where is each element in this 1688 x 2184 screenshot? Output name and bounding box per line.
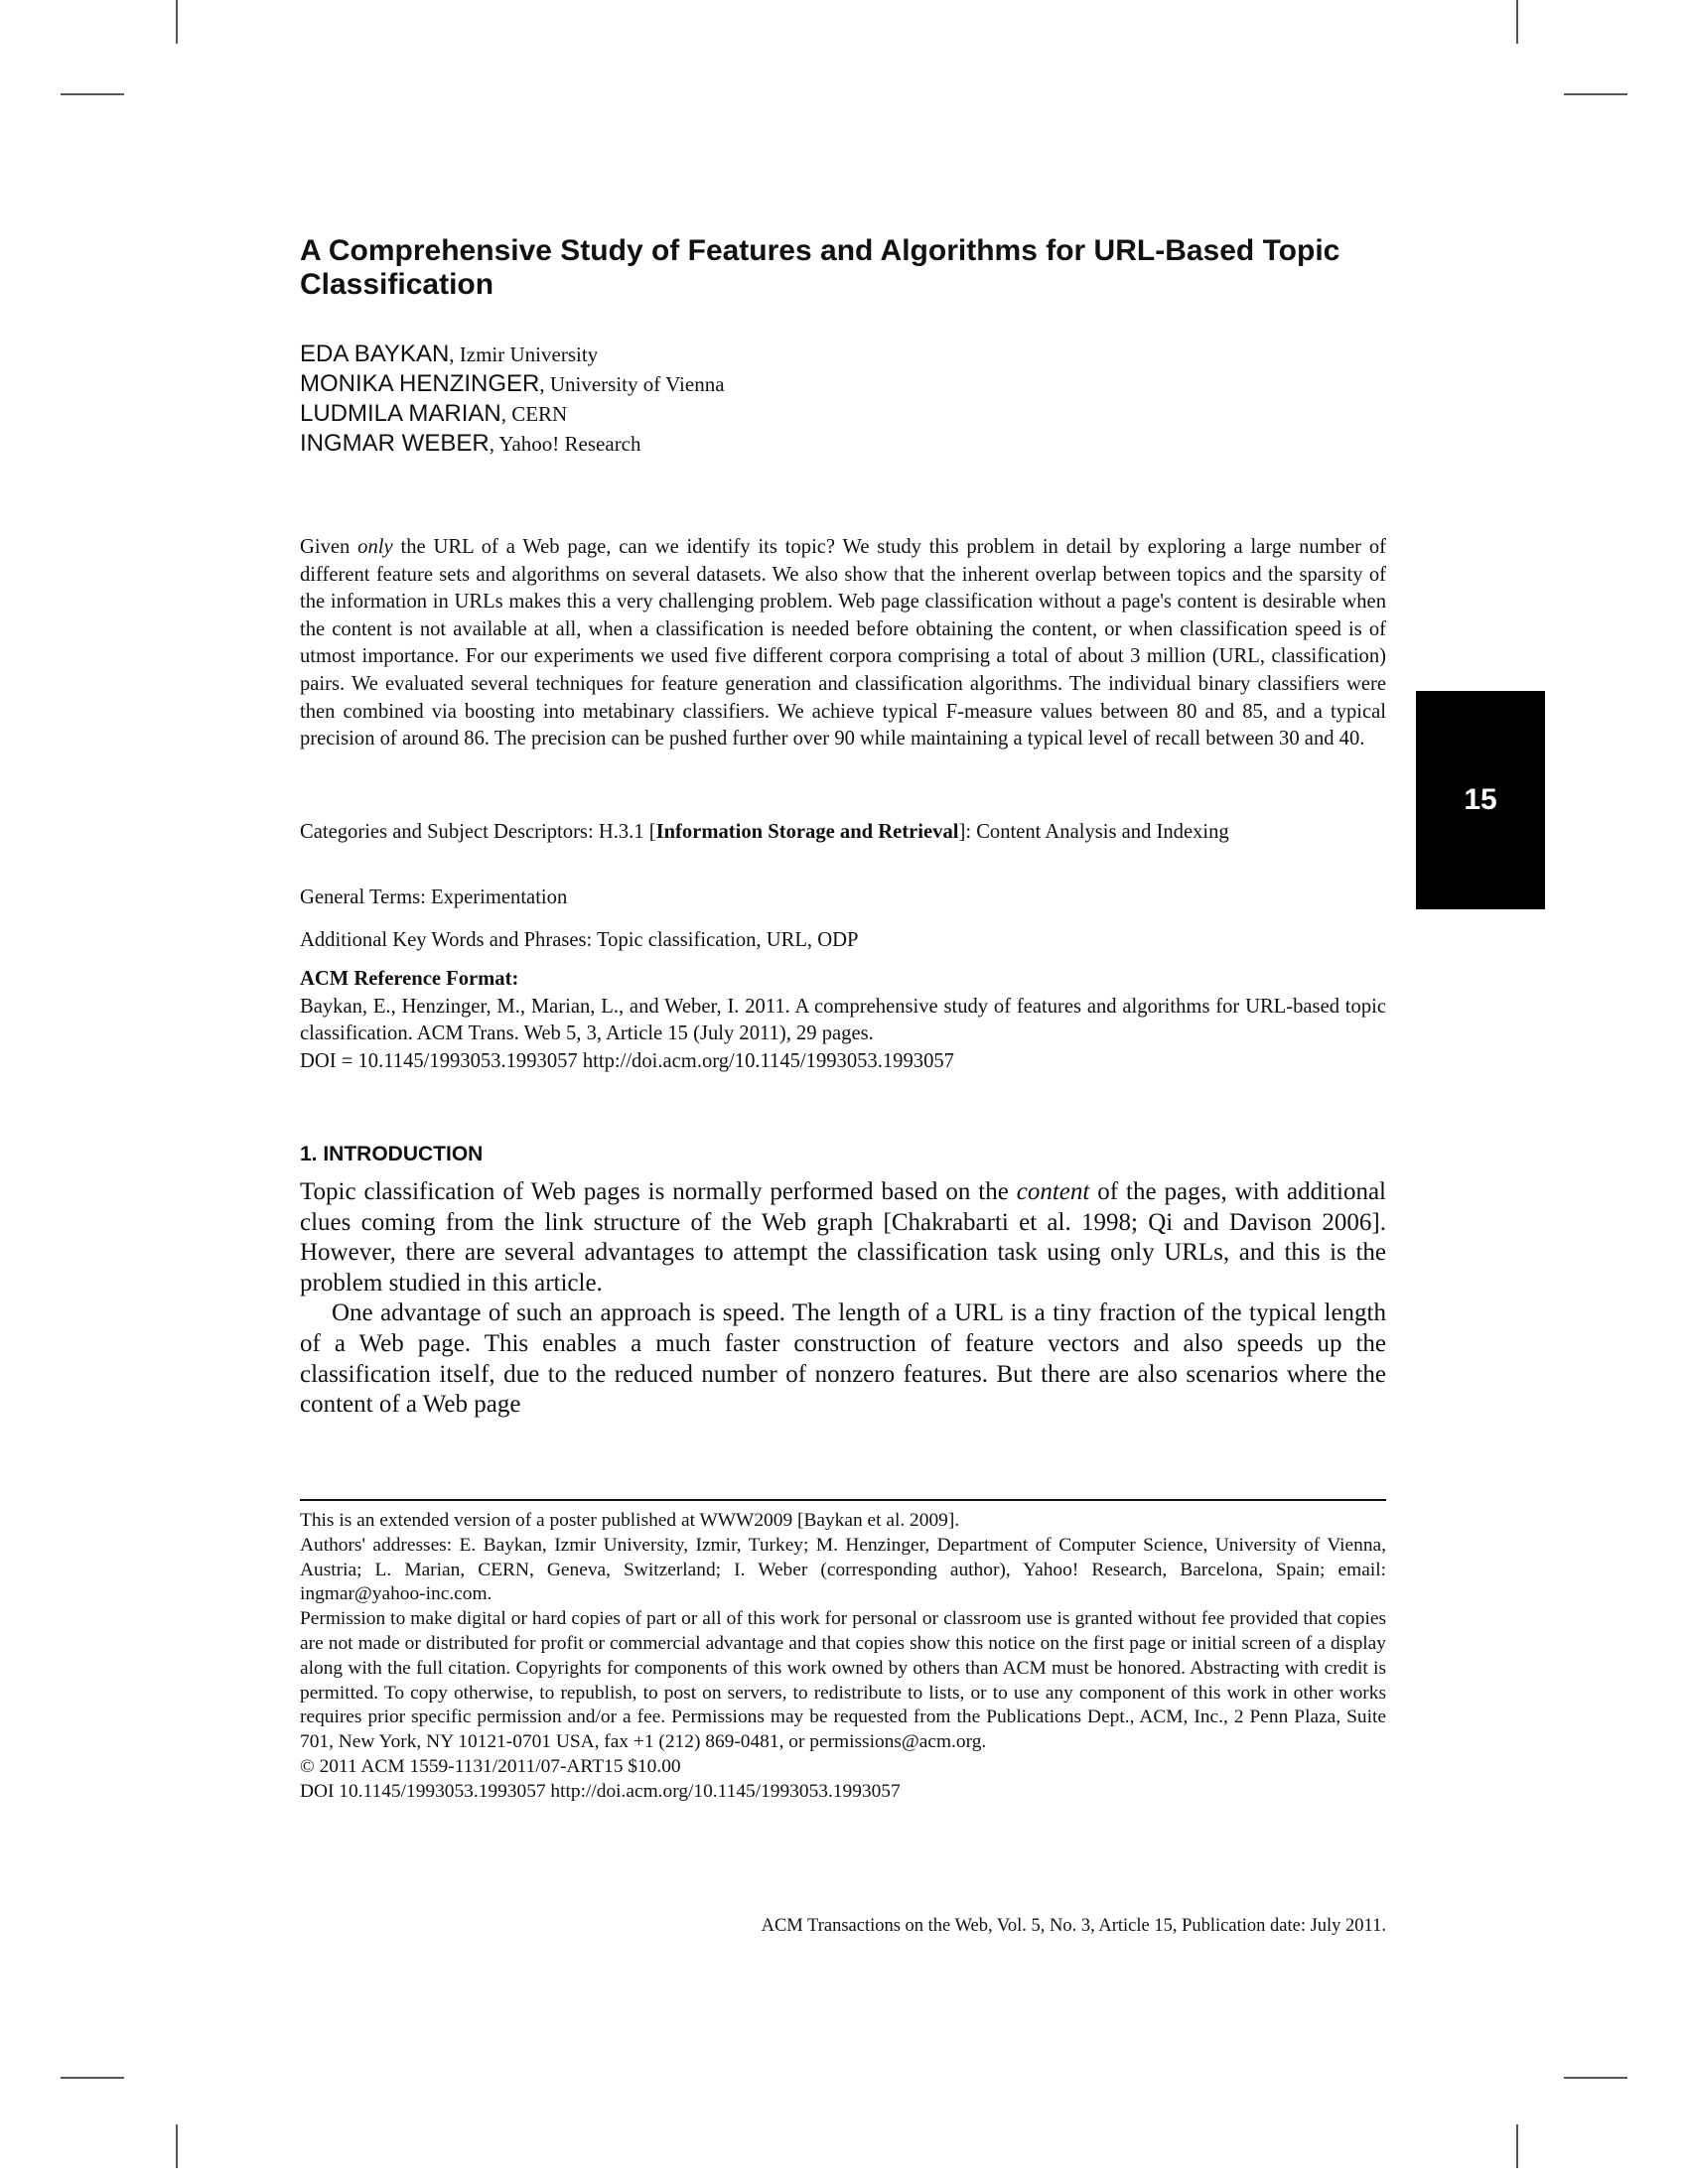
- general-terms: General Terms: Experimentation: [300, 887, 568, 908]
- author-name: MONIKA HENZINGER: [300, 370, 540, 397]
- abstract: Given only the URL of a Web page, can we identify its topic? We study this problem in detail by exploring a large number of different feature sets and algorithms on several datasets. We also show that the inherent overlap between topics and the sparsity of the information in URLs makes this a very challenging problem. Web page classification without a page's content is desirable when the content is not available at all, when a classification is needed before obtaining the content, or when classification speed is of utmost importance. For our experiments we used five different corpora comprising a total of about 3 million (URL, classification) pairs. We evaluated several techniques for feature generation and classification algorithms. The individual binary classifiers were then combined via boosting into metabinary classifiers. We achieve typical F-measure values between 80 and 85, and a typical precision of around 86. The precision can be pushed further over 90 while maintaining a typical level of recall between 30 and 40.: [300, 536, 1386, 751]
- footnote-extended-version: This is an extended version of a poster published at WWW2009 [Baykan et al. 2009].: [300, 1510, 960, 1531]
- crop-mark: [1516, 0, 1518, 44]
- crop-mark: [61, 2077, 124, 2079]
- footnote-copyright: © 2011 ACM 1559-1131/2011/07-ART15 $10.00: [300, 1755, 681, 1777]
- paragraph: Topic classification of Web pages is normally performed based on the content of the pages, with additional clues coming from the link structure of the Web graph [Chakrabarti et al. 1998; Qi and Davison 2006]. However, there are several advantages to attempt the classification task using only URLs, and this is the problem studied in this article.: [300, 1178, 1386, 1297]
- author-affiliation: Izmir University: [459, 342, 599, 366]
- article-number-tab: 15: [1416, 691, 1545, 909]
- author-name: INGMAR WEBER: [300, 430, 490, 457]
- categories-descriptors: Categories and Subject Descriptors: H.3.1 [Information Storage and Retrieval]: Content Analysis and Indexing: [300, 821, 1229, 843]
- author-affiliation: Yahoo! Research: [498, 432, 641, 456]
- reference-text: Baykan, E., Henzinger, M., Marian, L., and Weber, I. 2011. A comprehensive study of features and algorithms for URL-based topic classification. ACM Trans. Web 5, 3, Article 15 (July 2011), 29 pages.: [300, 995, 1386, 1045]
- author-entry: MONIKA HENZINGER, University of Vienna: [300, 370, 725, 397]
- author-affiliation: University of Vienna: [549, 372, 725, 396]
- section-heading: 1. INTRODUCTION: [300, 1143, 484, 1165]
- crop-mark: [61, 93, 124, 95]
- author-list: [300, 340, 725, 459]
- footnote-addresses: Authors' addresses: E. Baykan, Izmir University, Izmir, Turkey; M. Henzinger, Department of Computer Science, University of Vienna, Austria; L. Marian, CERN, Geneva, Switzerland; I. Weber (corresponding author), Yahoo! Research, Barcelona, Spain; email: ingmar@yahoo-inc.com.: [300, 1534, 1386, 1605]
- acm-reference-format: [300, 966, 1386, 1075]
- footnote-permission: Permission to make digital or hard copies of part or all of this work for personal or classroom use is granted without fee provided that copies are not made or distributed for profit or commercial advantage and that copies show this notice on the first page or initial screen of a display along with the full citation. Copyrights for components of this work owned by others than ACM must be honored. Abstracting with credit is permitted. To copy otherwise, to republish, to post on servers, to redistribute to lists, or to use any component of this work in other works requires prior specific permission and/or a fee. Permissions may be requested from the Publications Dept., ACM, Inc., 2 Penn Plaza, Suite 701, New York, NY 10121-0701 USA, fax +1 (212) 869-0481, or permissions@acm.org.: [300, 1608, 1386, 1753]
- crop-mark: [176, 0, 178, 44]
- author-name: EDA BAYKAN: [300, 341, 450, 367]
- paper-title: A Comprehensive Study of Features and Algorithms for URL-Based Topic Classification: [300, 234, 1340, 301]
- footnote-doi[interactable]: DOI 10.1145/1993053.1993057 http://doi.acm.org/10.1145/1993053.1993057: [300, 1780, 901, 1802]
- crop-mark: [1564, 2077, 1627, 2079]
- crop-mark: [1516, 2124, 1518, 2168]
- author-entry: EDA BAYKAN, Izmir University: [300, 341, 599, 367]
- author-name: LUDMILA MARIAN: [300, 400, 501, 427]
- footnote-divider: [300, 1499, 1386, 1501]
- author-entry: INGMAR WEBER, Yahoo! Research: [300, 430, 641, 457]
- reference-heading: ACM Reference Format:: [300, 968, 519, 990]
- crop-mark: [176, 2124, 178, 2168]
- author-affiliation: CERN: [511, 402, 568, 426]
- keywords: Additional Key Words and Phrases: Topic classification, URL, ODP: [300, 929, 859, 951]
- reference-doi[interactable]: DOI = 10.1145/1993053.1993057 http://doi.acm.org/10.1145/1993053.1993057: [300, 1049, 954, 1072]
- paragraph: One advantage of such an approach is speed. The length of a URL is a tiny fraction of the typical length of a Web page. This enables a much faster construction of feature vectors and also speeds up the classification itself, due to the reduced number of nonzero features. But there are also scenarios where the content of a Web page: [300, 1299, 1386, 1419]
- author-entry: LUDMILA MARIAN, CERN: [300, 400, 568, 427]
- running-footer: ACM Transactions on the Web, Vol. 5, No. 3, Article 15, Publication date: July 2011.: [761, 1916, 1386, 1936]
- footnotes: [300, 1509, 1386, 1805]
- introduction-text: [300, 1177, 1386, 1421]
- crop-mark: [1564, 93, 1627, 95]
